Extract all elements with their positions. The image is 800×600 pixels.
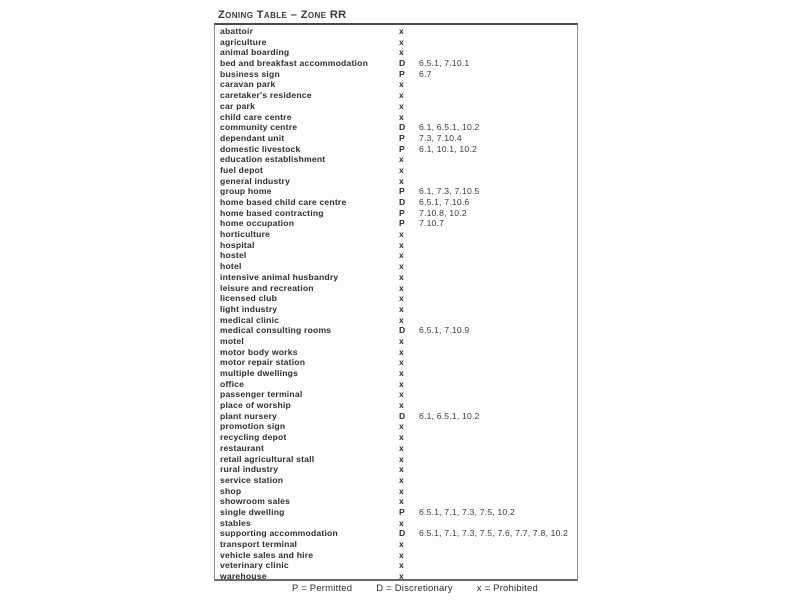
table-row (215, 58, 577, 69)
table-row (215, 443, 577, 454)
use-name: group home (220, 186, 272, 197)
use-code: x (399, 47, 404, 58)
use-code: x (399, 154, 404, 165)
table-row (215, 518, 577, 529)
use-name: hotel (220, 261, 242, 272)
table-row (215, 112, 577, 123)
use-refs: 6.1, 7.3, 7.10.5 (419, 186, 480, 197)
use-code: x (399, 346, 404, 357)
use-code: x (399, 571, 404, 582)
use-name: retail agricultural stall (220, 453, 315, 464)
use-code: x (399, 90, 404, 101)
table-row (215, 571, 577, 582)
use-code: x (399, 389, 404, 400)
table-row (215, 325, 577, 336)
use-code: x (399, 400, 404, 411)
use-name: hostel (220, 250, 247, 261)
table-row (215, 79, 577, 90)
table-row (215, 528, 577, 539)
use-name: caretaker's residence (220, 90, 312, 101)
table-row (215, 218, 577, 229)
use-name: bed and breakfast accommodation (220, 58, 369, 69)
table-row (215, 261, 577, 272)
use-code: D (399, 122, 406, 133)
table-row (215, 272, 577, 283)
use-code: P (399, 68, 405, 79)
use-code: x (399, 250, 404, 261)
use-name: motel (220, 335, 244, 346)
use-refs: 7.3, 7.10.4 (419, 132, 462, 143)
use-name: medical consulting rooms (220, 325, 332, 336)
table-row (215, 229, 577, 240)
use-name: office (220, 378, 245, 389)
use-code: P (399, 186, 405, 197)
use-name: multiple dwellings (220, 368, 299, 378)
use-code: x (399, 335, 404, 346)
use-name: service station (220, 474, 284, 485)
use-refs: 6.5.1, 7.10.1 (419, 58, 470, 69)
use-code: P (399, 218, 405, 229)
table-row (215, 122, 577, 133)
table-row (215, 283, 577, 294)
use-code: x (399, 496, 404, 507)
use-name: transport terminal (220, 539, 298, 549)
use-code: x (399, 464, 404, 475)
use-code: D (399, 528, 406, 539)
use-name: child care centre (220, 111, 292, 122)
use-name: dependant unit (220, 132, 285, 143)
use-code: P (399, 207, 405, 218)
use-name: warehouse (220, 571, 267, 582)
table-row (215, 454, 577, 465)
use-code: x (399, 111, 404, 122)
use-code: x (399, 314, 404, 325)
use-code: x (399, 175, 404, 186)
use-code: x (399, 539, 404, 549)
table-row (215, 507, 577, 518)
use-name: horticulture (220, 229, 271, 240)
use-refs: 6.5.1, 7.10.9 (419, 325, 470, 336)
table-row (215, 293, 577, 304)
use-code: x (399, 421, 404, 432)
use-name: domestic livestock (220, 143, 301, 154)
table-row (215, 250, 577, 261)
use-code: x (399, 485, 404, 496)
use-code: x (399, 26, 404, 36)
table-row (215, 421, 577, 432)
use-code: x (399, 293, 404, 304)
use-refs: 6.5.1, 7.1, 7.3, 7.5, 10.2 (419, 506, 515, 517)
page-title: Zoning Table – Zone RR (218, 9, 347, 21)
use-name: recycling depot (220, 432, 287, 443)
use-code: x (399, 442, 404, 453)
legend-discretionary: D = Discretionary (376, 583, 453, 594)
table-row (215, 432, 577, 443)
use-name: passenger terminal (220, 389, 303, 400)
table-row (215, 550, 577, 561)
use-code: P (399, 506, 405, 517)
table-row (215, 336, 577, 347)
table-row (215, 133, 577, 144)
use-name: fuel depot (220, 164, 264, 175)
use-name: stables (220, 517, 252, 528)
use-name: education establishment (220, 154, 326, 165)
use-code: x (399, 229, 404, 240)
use-name: supporting accommodation (220, 528, 338, 539)
legend-permitted: P = Permitted (292, 583, 353, 594)
table-row (215, 379, 577, 390)
legend (292, 583, 578, 594)
table-row (215, 496, 577, 507)
use-code: x (399, 79, 404, 90)
use-code: x (399, 36, 404, 47)
table-row (215, 69, 577, 80)
use-name: community centre (220, 122, 298, 133)
table-row (215, 37, 577, 48)
use-name: intensive animal husbandry (220, 271, 339, 282)
use-refs: 7.10.7 (419, 218, 445, 229)
table-row (215, 357, 577, 368)
use-code: x (399, 517, 404, 528)
table-row (215, 539, 577, 550)
use-name: car park (220, 100, 256, 111)
use-code: x (399, 549, 404, 560)
use-name: hospital (220, 239, 255, 250)
use-refs: 6.5.1, 7.10.6 (419, 197, 470, 207)
use-name: leisure and recreation (220, 282, 314, 293)
table-row (215, 144, 577, 155)
use-code: x (399, 378, 404, 389)
use-name: plant nursery (220, 410, 278, 421)
use-code: x (399, 303, 404, 314)
table-row (215, 411, 577, 422)
table-row (215, 90, 577, 101)
use-code: x (399, 261, 404, 272)
use-code: x (399, 100, 404, 111)
use-refs: 6.1, 6.5.1, 10.2 (419, 410, 480, 421)
table-row (215, 197, 577, 208)
use-name: restaurant (220, 442, 265, 453)
use-code: P (399, 132, 405, 143)
table-row (215, 304, 577, 315)
table-row (215, 154, 577, 165)
use-name: general industry (220, 175, 291, 186)
table-row (215, 486, 577, 497)
table-row (215, 165, 577, 176)
use-code: x (399, 560, 404, 571)
use-refs: 6.1, 6.5.1, 10.2 (419, 122, 480, 133)
use-code: D (399, 410, 406, 421)
use-name: business sign (220, 68, 280, 79)
use-code: P (399, 143, 405, 154)
table-row (215, 368, 577, 379)
table-row (215, 240, 577, 251)
use-name: motor body works (220, 346, 298, 357)
table-row (215, 176, 577, 187)
use-code: x (399, 357, 404, 368)
zoning-table (214, 23, 578, 581)
use-name: promotion sign (220, 421, 286, 432)
use-code: D (399, 58, 406, 69)
use-name: licensed club (220, 293, 278, 304)
table-row (215, 315, 577, 326)
use-name: home occupation (220, 218, 295, 229)
use-name: vehicle sales and hire (220, 549, 314, 560)
use-code: x (399, 474, 404, 485)
use-name: single dwelling (220, 506, 285, 517)
use-code: x (399, 164, 404, 175)
table-row (215, 389, 577, 400)
use-name: abattoir (220, 26, 254, 36)
use-name: shop (220, 485, 242, 496)
zoning-table-document (214, 7, 578, 594)
use-name: light industry (220, 303, 278, 314)
use-code: x (399, 282, 404, 293)
use-name: medical clinic (220, 314, 280, 325)
table-row (215, 186, 577, 197)
use-code: x (399, 239, 404, 250)
use-name: motor repair station (220, 357, 306, 368)
table-row (215, 400, 577, 411)
use-refs: 7.10.8, 10.2 (419, 207, 467, 218)
use-code: D (399, 325, 406, 336)
use-code: D (399, 197, 406, 207)
use-name: showroom sales (220, 496, 291, 507)
table-row (215, 560, 577, 571)
use-name: veterinary clinic (220, 560, 289, 571)
use-name: home based contracting (220, 207, 324, 218)
use-name: place of worship (220, 400, 292, 411)
table-row (215, 475, 577, 486)
use-code: x (399, 368, 404, 378)
use-code: x (399, 432, 404, 443)
use-name: animal boarding (220, 47, 290, 58)
table-row (215, 101, 577, 112)
use-code: x (399, 271, 404, 282)
use-name: caravan park (220, 79, 276, 90)
table-row (215, 347, 577, 358)
table-row (215, 208, 577, 219)
table-row (215, 26, 577, 37)
table-row (215, 464, 577, 475)
use-name: rural industry (220, 464, 279, 475)
use-refs: 6.1, 10.1, 10.2 (419, 143, 477, 154)
legend-prohibited: x = Prohibited (476, 583, 538, 594)
use-name: home based child care centre (220, 197, 347, 207)
table-row (215, 47, 577, 58)
use-refs: 6.7 (419, 68, 432, 79)
use-name: agriculture (220, 36, 267, 47)
use-code: x (399, 453, 404, 464)
use-refs: 6.5.1, 7.1, 7.3, 7.5, 7.6, 7.7, 7.8, 10.2 (419, 528, 569, 539)
